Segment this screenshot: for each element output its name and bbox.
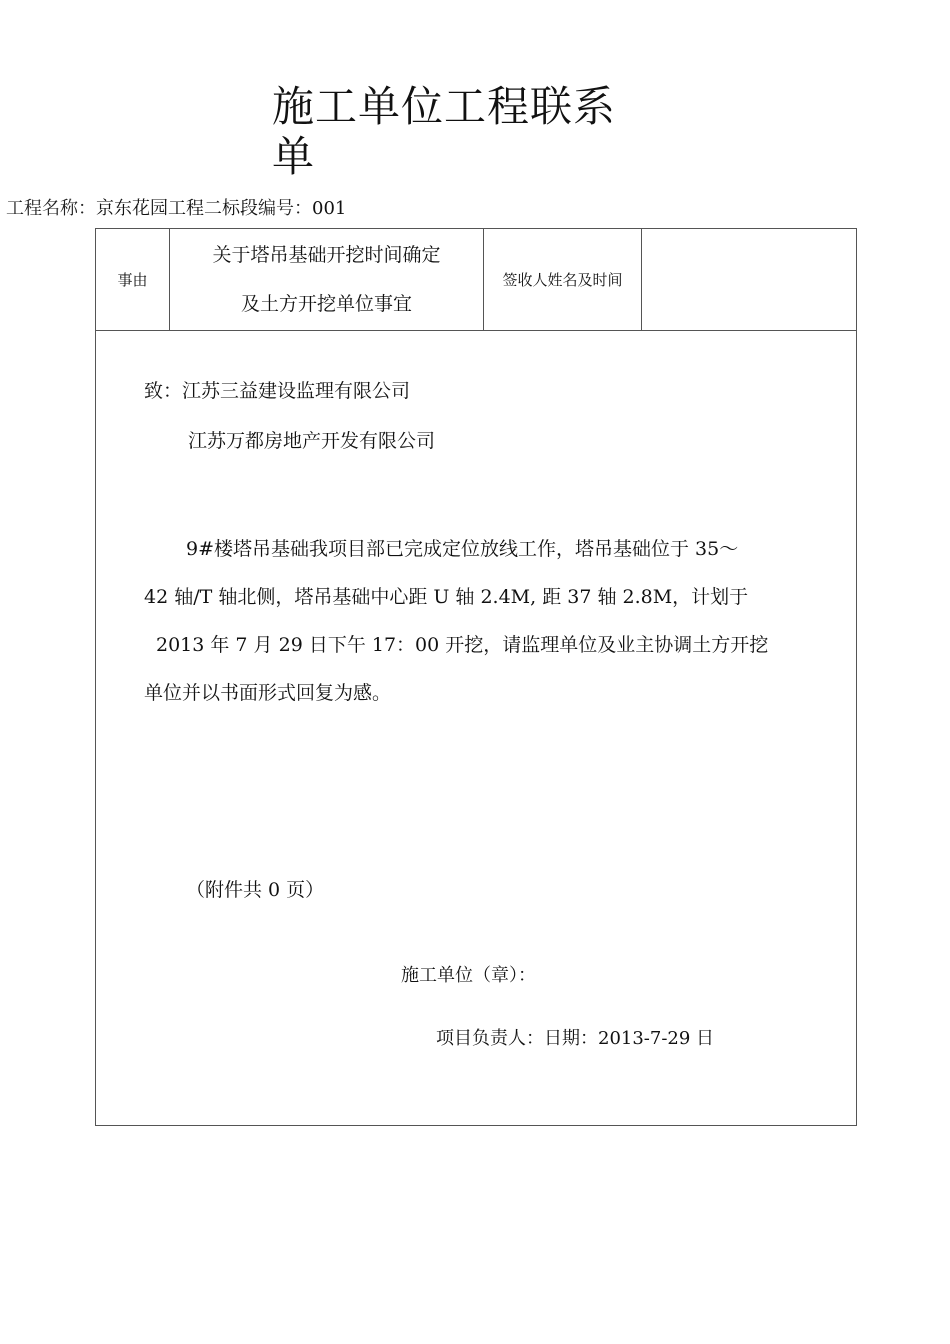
receiver-label: 签收人姓名及时间 bbox=[502, 271, 623, 289]
receiver-value-cell bbox=[642, 229, 856, 330]
recipient-1: 江苏三益建设监理有限公司 bbox=[182, 380, 411, 402]
addressee-line bbox=[144, 377, 410, 405]
body-line-4: 单位并以书面形式回复为感。 bbox=[144, 682, 392, 704]
reason-label: 事由 bbox=[117, 271, 148, 289]
body-line-1: 9#楼塔吊基础我项目部已完成定位放线工作，塔吊基础位于 35〜 bbox=[186, 538, 739, 560]
subject-cell bbox=[170, 229, 484, 330]
project-name-value: 京东花园工程二标段 bbox=[96, 198, 258, 219]
project-name-label: 工程名称： bbox=[6, 198, 96, 219]
project-info-line bbox=[6, 197, 346, 221]
body-paragraph bbox=[144, 525, 806, 717]
reason-label-cell bbox=[96, 229, 170, 330]
contact-form-table bbox=[95, 228, 857, 1126]
body-line-3: 2013 年 7 月 29 日下午 17：00 开挖，请监理单位及业主协调土方开挖 bbox=[156, 634, 769, 656]
number-label: 编号： bbox=[258, 198, 312, 219]
receiver-label-cell bbox=[484, 229, 642, 330]
number-value: 001 bbox=[312, 198, 347, 219]
body-line-2: 42 轴/T 轴北侧，塔吊基础中心距 U 轴 2.4M, 距 37 轴 2.8M，计划于 bbox=[144, 586, 749, 608]
subject-line-1: 关于塔吊基础开挖时间确定 bbox=[212, 243, 441, 266]
attachment-count: （附件共 0 页） bbox=[186, 879, 325, 901]
subject-line-2: 及土方开挖单位事宜 bbox=[240, 292, 412, 315]
responsible-date-line: 项目负责人：日期：2013-7-29 日 bbox=[436, 1028, 715, 1049]
recipient-2: 江苏万都房地产开发有限公司 bbox=[188, 430, 436, 452]
construction-unit-stamp: 施工单位（章）： bbox=[401, 965, 536, 986]
to-prefix: 致： bbox=[144, 380, 183, 402]
form-header-row bbox=[96, 229, 856, 331]
subject-text bbox=[212, 231, 440, 329]
document-title: 施工单位工程联系单 bbox=[272, 82, 617, 181]
